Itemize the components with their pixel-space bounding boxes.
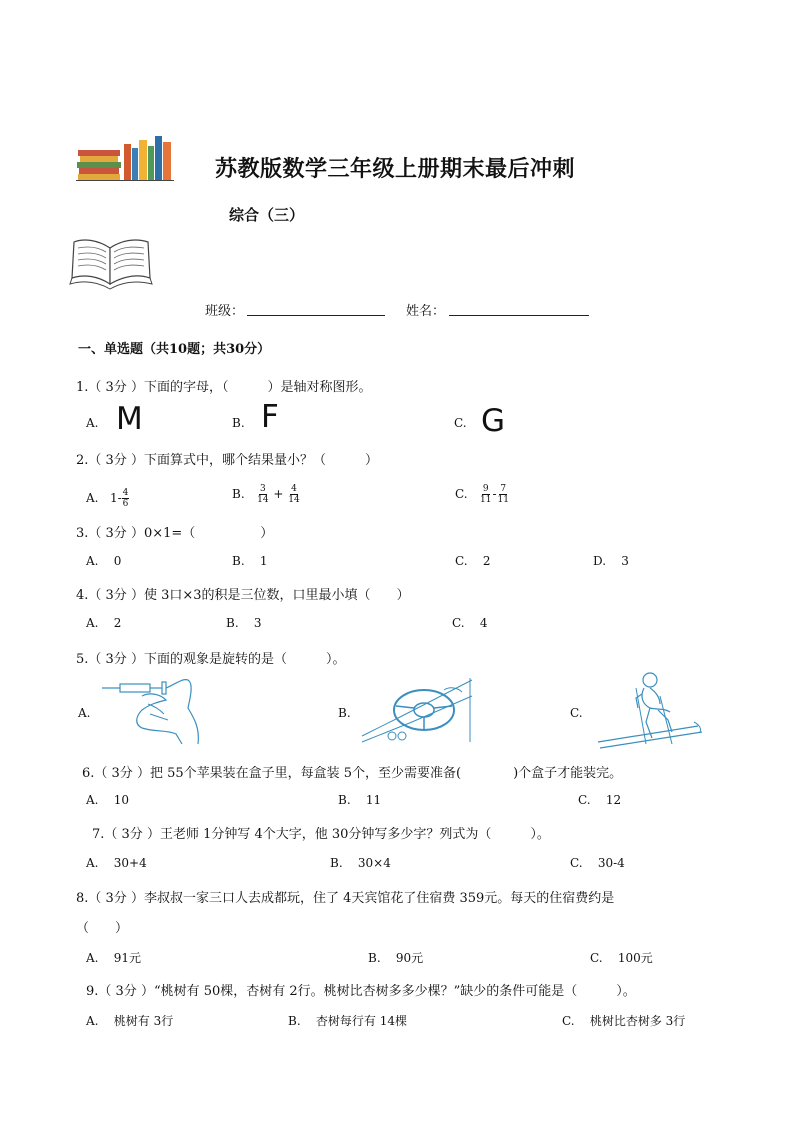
class-label: 班级：	[205, 304, 245, 319]
question-8-blank: （ ）	[76, 921, 129, 936]
syringe-hand-image	[102, 674, 202, 746]
fraction: $\frac{9}{11}$	[480, 484, 492, 505]
option-label: C.	[570, 706, 583, 720]
skier-image	[598, 668, 704, 750]
option-prefix: 1-	[109, 491, 122, 505]
question-8: 8.（ 3分 ）李叔叔一家三口人去成都玩，住了 4天宾馆花了住宿费 359元。每天的住宿费约是	[76, 891, 615, 906]
page-title: 苏教版数学三年级上册期末最后冲刺	[215, 156, 576, 182]
option-label: B.	[232, 416, 245, 430]
question-4: 4.（ 3分 ）使 3口×3的积是三位数，口里最小填（ ）	[76, 588, 410, 603]
option-value: F	[261, 399, 279, 435]
option-b: B. 杏树每行有 14棵	[288, 1014, 407, 1028]
option-a: A. 桃树有 3行	[86, 1014, 174, 1028]
option-a: A. 91元	[86, 951, 142, 965]
option-b: B. 1	[232, 554, 268, 568]
open-book-icon	[70, 234, 152, 290]
option-value: M	[116, 401, 143, 437]
option-b: B. 3	[226, 616, 262, 630]
option-a	[86, 488, 129, 509]
option-a: A. 0	[86, 554, 122, 568]
option-c: C. 桃树比杏树多 3行	[562, 1014, 686, 1028]
class-field[interactable]	[247, 315, 385, 316]
question-6: 6.（ 3分 ）把 55个苹果装在盒子里，每盒装 5个，至少需要准备( )个盒子才能装完。	[82, 766, 623, 781]
option-label: A.	[86, 416, 99, 430]
option-label: A.	[86, 491, 99, 505]
fraction: $\frac{4}{6}$	[122, 488, 129, 509]
option-a: A. 30+4	[86, 856, 147, 870]
name-label: 姓名：	[406, 304, 446, 319]
option-a: A. 2	[86, 616, 122, 630]
section-heading: 一、单选题（共10题；共30分）	[78, 342, 271, 357]
option-label: B.	[232, 487, 245, 501]
option-c: C. 4	[452, 616, 488, 630]
question-5: 5.（ 3分 ）下面的观象是旋转的是（ ）。	[76, 652, 346, 667]
option-c: C. 12	[578, 793, 622, 807]
operator: +	[273, 487, 284, 501]
option-label: A.	[78, 706, 91, 720]
option-d: D. 3	[593, 554, 629, 568]
question-1: 1.（ 3分 ）下面的字母，（ ）是轴对称图形。	[76, 380, 372, 395]
books-icon	[76, 130, 176, 182]
question-7: 7.（ 3分 ）王老师 1分钟写 4个大字，他 30分钟写多少字？列式为（ ）。	[92, 827, 550, 842]
question-2: 2.（ 3分 ）下面算式中，哪个结果量小？（ ）	[76, 453, 378, 468]
option-c: C. 30-4	[570, 856, 625, 870]
fraction: $\frac{4}{14}$	[288, 484, 300, 505]
operator: -	[492, 487, 497, 501]
fraction: $\frac{7}{11}$	[497, 484, 509, 505]
option-b: B. 11	[338, 793, 382, 807]
option-value: G	[481, 403, 506, 439]
option-c: C. 2	[455, 554, 491, 568]
option-b: B. 30×4	[330, 856, 391, 870]
page-subtitle: 综合（三）	[229, 206, 305, 224]
option-b	[232, 484, 301, 505]
fraction: $\frac{3}{14}$	[257, 484, 269, 505]
question-3: 3.（ 3分 ）0×1=（ ）	[76, 526, 274, 541]
name-field[interactable]	[449, 315, 589, 316]
question-9: 9.（ 3分 ）“桃树有 50棵，杏树有 2行。桃树比杏树多多少棵？”缺少的条件可能是（ ）。	[86, 984, 636, 999]
option-label: C.	[454, 416, 467, 430]
option-c	[455, 484, 510, 505]
option-label: B.	[338, 706, 351, 720]
steering-wheel-image	[362, 676, 474, 746]
option-c: C. 100元	[590, 951, 653, 965]
option-b: B. 90元	[368, 951, 424, 965]
option-label: C.	[455, 487, 468, 501]
option-a: A. 10	[86, 793, 130, 807]
